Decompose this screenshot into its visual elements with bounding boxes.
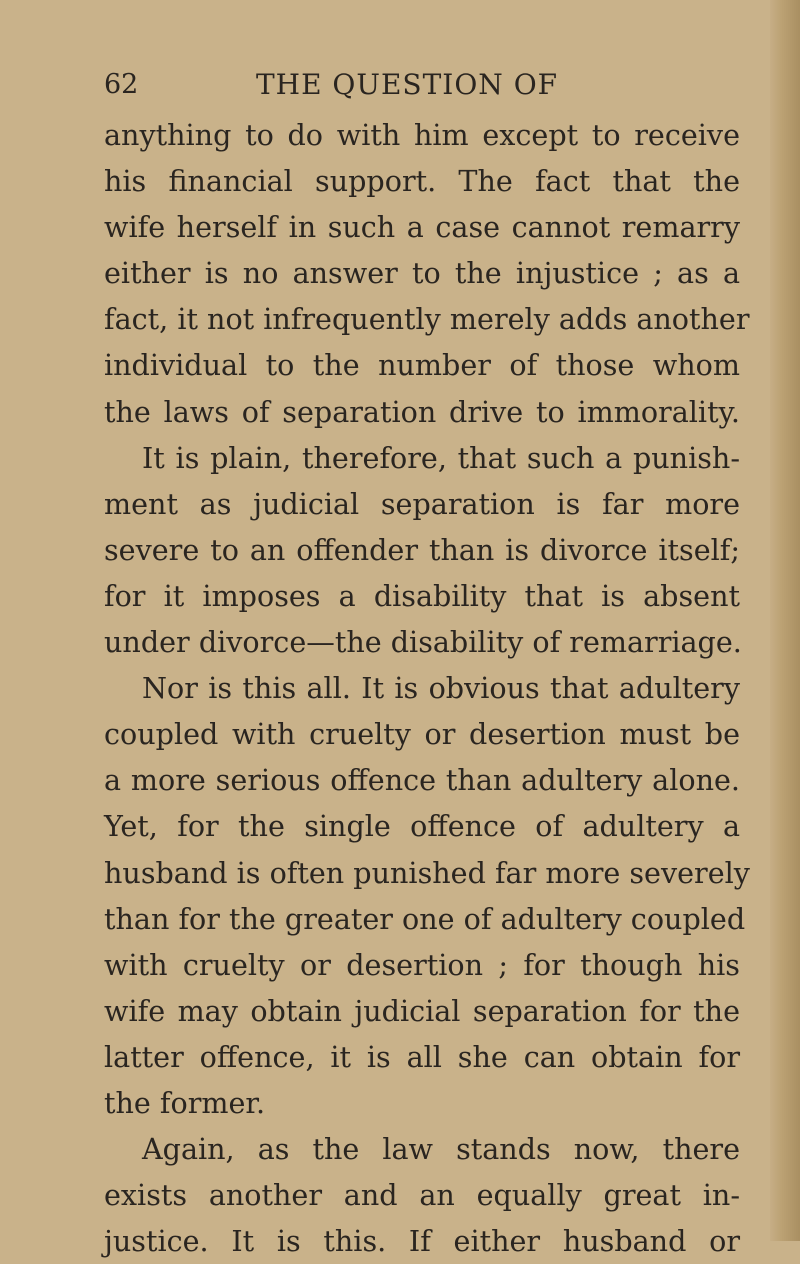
text-line: coupled with cruelty or desertion must be <box>104 717 740 752</box>
text-line: Nor is this all. It is obvious that adultery <box>142 671 740 706</box>
text-line: Again, as the law stands now, there <box>142 1132 740 1167</box>
text-line: husband is often punished far more severely <box>104 855 750 890</box>
text-line: the laws of separation drive to immorality. <box>104 394 740 429</box>
text-line: a more serious offence than adultery alone. <box>104 763 740 798</box>
text-line: individual to the number of those whom <box>104 348 740 383</box>
running-title: THE QUESTION OF <box>256 68 559 101</box>
text-line: than for the greater one of adultery coupled <box>104 901 746 936</box>
text-line: It is plain, therefore, that such a punish- <box>142 440 740 475</box>
text-line: either is no answer to the injustice ; as a <box>104 256 740 291</box>
text-line: wife herself in such a case cannot remarry <box>104 210 740 245</box>
text-line: anything to do with him except to receive <box>104 118 740 152</box>
text-line: latter offence, it is all she can obtain for <box>104 1039 740 1074</box>
page-number: 62 <box>104 69 139 100</box>
page-edge <box>770 0 800 1241</box>
text-line: for it imposes a disability that is absent <box>104 578 740 613</box>
text-line: the former. <box>104 1085 266 1120</box>
body-text <box>104 112 750 1264</box>
text-line: ment as judicial separation is far more <box>104 486 740 521</box>
text-line: Yet, for the single offence of adultery a <box>104 809 740 844</box>
text-line: under divorce—the disability of remarriage. <box>104 625 742 660</box>
running-head <box>104 62 744 108</box>
text-line: severe to an offender than is divorce itself; <box>104 532 740 567</box>
text-line: with cruelty or desertion ; for though his <box>104 947 740 982</box>
text-line: exists another and an equally great in- <box>104 1178 740 1213</box>
text-line: justice. It is this. If either husband or <box>104 1224 740 1259</box>
text-line: wife may obtain judicial separation for the <box>104 993 740 1028</box>
text-line: his financial support. The fact that the <box>104 164 740 199</box>
text-line: fact, it not infrequently merely adds another <box>104 302 750 337</box>
